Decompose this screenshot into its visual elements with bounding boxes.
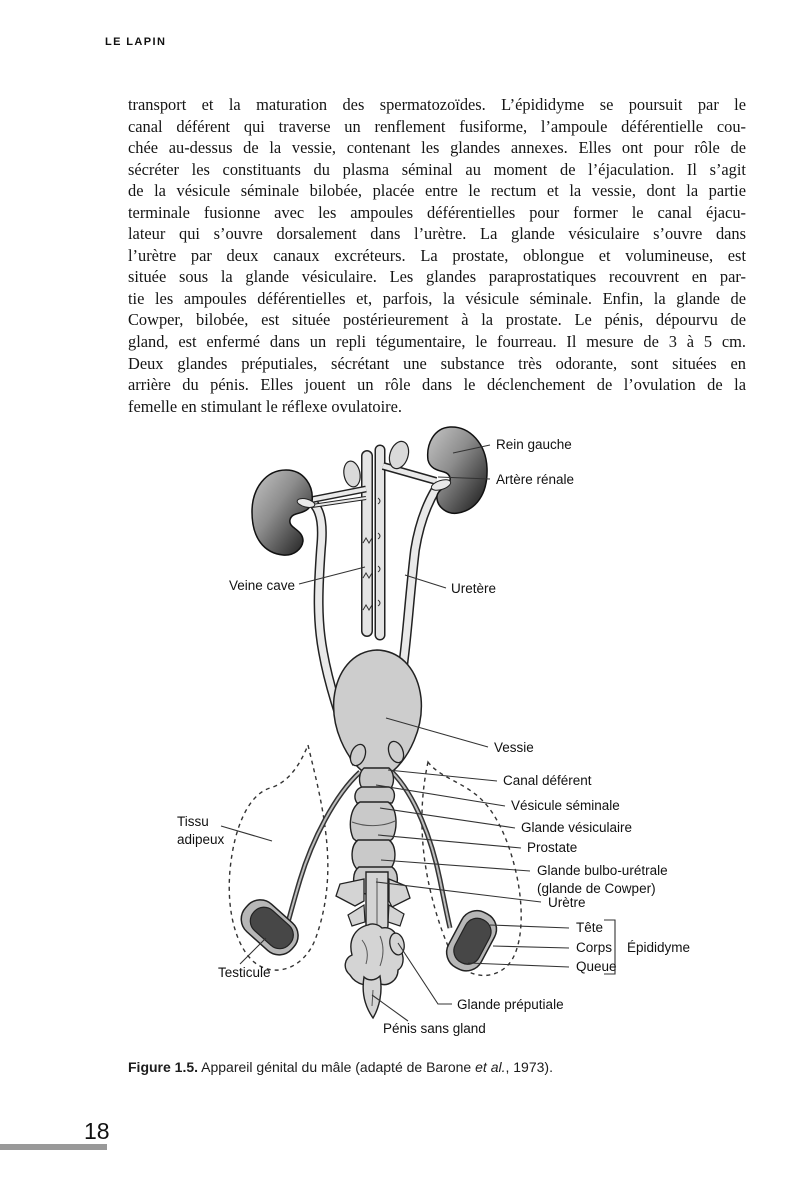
paragraph-line: terminale fusionne avec les ampoules déférentielles pour former le canal éjacu- xyxy=(128,202,746,222)
label-penis-sans-gland: Pénis sans gland xyxy=(383,1021,486,1036)
kidney-right-shape xyxy=(428,427,487,513)
running-header: LE LAPIN xyxy=(105,36,167,48)
label-testicule: Testicule xyxy=(218,965,271,980)
label-uretere: Uretère xyxy=(451,581,497,596)
paragraph-line: tie les ampoules déférentielles et, parfois, la vésicule séminale. Enfin, la glande de xyxy=(128,288,746,308)
label-canal-deferent: Canal déférent xyxy=(503,773,592,788)
label-tissu-adipeux-line2: adipeux xyxy=(177,832,225,847)
label-veine-cave: Veine cave xyxy=(228,578,295,593)
label-queue: Queue xyxy=(576,959,617,974)
leader-glande-preputiale xyxy=(398,943,452,1004)
leader-prostate xyxy=(378,835,521,848)
leader-glande-vesiculaire xyxy=(380,808,515,828)
figure-1-5 xyxy=(0,420,800,1055)
leader-corps xyxy=(493,946,569,948)
urethra-wing-left xyxy=(336,879,364,906)
paragraph-line: lateur qui s’ouvre dorsalement dans l’urètre. La glande vésiculaire s’ouvre dans xyxy=(128,224,746,244)
paragraph-line: Deux glandes préputiales, sécrétant une substance très odorante, sont situées en xyxy=(128,353,746,373)
leader-vesicule-seminale xyxy=(376,785,505,806)
label-glande-bulbo-line2: (glande de Cowper) xyxy=(537,881,656,896)
leader-tete xyxy=(490,925,569,928)
adrenal-left xyxy=(342,460,362,488)
paragraph-line: arrière du pénis. Elles jouent un rôle dans le déclenchement de l’ovulation de la xyxy=(128,375,746,395)
leader-tissu-adipeux xyxy=(221,826,272,841)
paragraph-line: située sous la glande vésiculaire. Les glandes paraprostatiques recouvrent en par- xyxy=(128,267,746,287)
label-artere-renale: Artère rénale xyxy=(496,472,575,487)
paragraph-line: Cowper, bilobée, est située postérieurement à la prostate. Le pénis, dépourvu de xyxy=(128,310,746,330)
paragraph-line: sécréter les constituants du plasma séminal au moment de l’éjaculation. Il s’agit xyxy=(128,159,746,179)
label-rein-gauche: Rein gauche xyxy=(496,437,572,452)
label-prostate: Prostate xyxy=(527,840,578,855)
label-tissu-adipeux-line1: Tissu xyxy=(177,814,209,829)
label-vesicule-seminale: Vésicule séminale xyxy=(511,798,620,813)
kidney-left-shape xyxy=(252,470,312,555)
paragraph-line: femelle en stimulant le réflexe ovulatoire. xyxy=(128,396,402,416)
label-tete: Tête xyxy=(576,920,604,935)
anatomy-diagram xyxy=(0,420,800,1055)
body-paragraph xyxy=(128,94,746,417)
paragraph-line: gland, est enfermé dans un repli tégumentaire, le fourreau. Il mesure de 3 à 5 cm. xyxy=(128,332,746,352)
label-epididyme: Épididyme xyxy=(627,940,691,955)
figure-caption-etal: et al. xyxy=(475,1059,506,1075)
label-glande-vesiculaire: Glande vésiculaire xyxy=(521,820,633,835)
urethra-wing-right xyxy=(389,879,410,907)
bladder-shape xyxy=(334,650,422,779)
figure-caption xyxy=(128,1059,688,1075)
label-corps: Corps xyxy=(576,940,613,955)
paragraph-line: transport et la maturation des spermatozoïdes. L’épididyme se poursuit par le xyxy=(128,95,746,114)
paragraph-line: canal déférent qui traverse un renflement fusiforme, l’ampoule déférentielle cou- xyxy=(128,116,746,136)
label-glande-bulbo-line1: Glande bulbo-urétrale xyxy=(537,863,668,878)
leader-canal-deferent xyxy=(388,770,497,781)
page-number-bar xyxy=(0,1144,107,1150)
label-uretre: Urètre xyxy=(548,895,586,910)
figure-caption-text: Appareil génital du mâle (adapté de Barone xyxy=(198,1059,476,1075)
testis-right xyxy=(441,905,503,977)
label-glande-preputiale: Glande préputiale xyxy=(457,997,564,1012)
seminal-vesicle-shape xyxy=(355,787,394,803)
label-vessie: Vessie xyxy=(494,740,534,755)
page-number: 18 xyxy=(84,1118,110,1144)
paragraph-line: chée au-dessus de la vessie, contenant les glandes annexes. Elles ont pour rôle de xyxy=(128,138,746,158)
leader-glande-bulbo xyxy=(381,860,530,871)
figure-caption-number: Figure 1.5. xyxy=(128,1059,199,1075)
leader-queue xyxy=(468,963,569,967)
leader-veine-cave xyxy=(299,567,365,584)
figure-caption-end: , 1973). xyxy=(505,1059,553,1075)
renal-vessels-left xyxy=(310,489,366,506)
urethra-wing-left-2 xyxy=(348,905,365,926)
paragraph-line: l’urètre par deux canaux excréteurs. La prostate, oblongue et volumineuse, est xyxy=(128,245,746,265)
urethra-wing-right-2 xyxy=(388,905,404,926)
renal-artery-right xyxy=(383,466,436,481)
paragraph-line: de la vésicule séminale bilobée, placée entre le rectum et la vessie, dont la partie xyxy=(128,181,746,201)
